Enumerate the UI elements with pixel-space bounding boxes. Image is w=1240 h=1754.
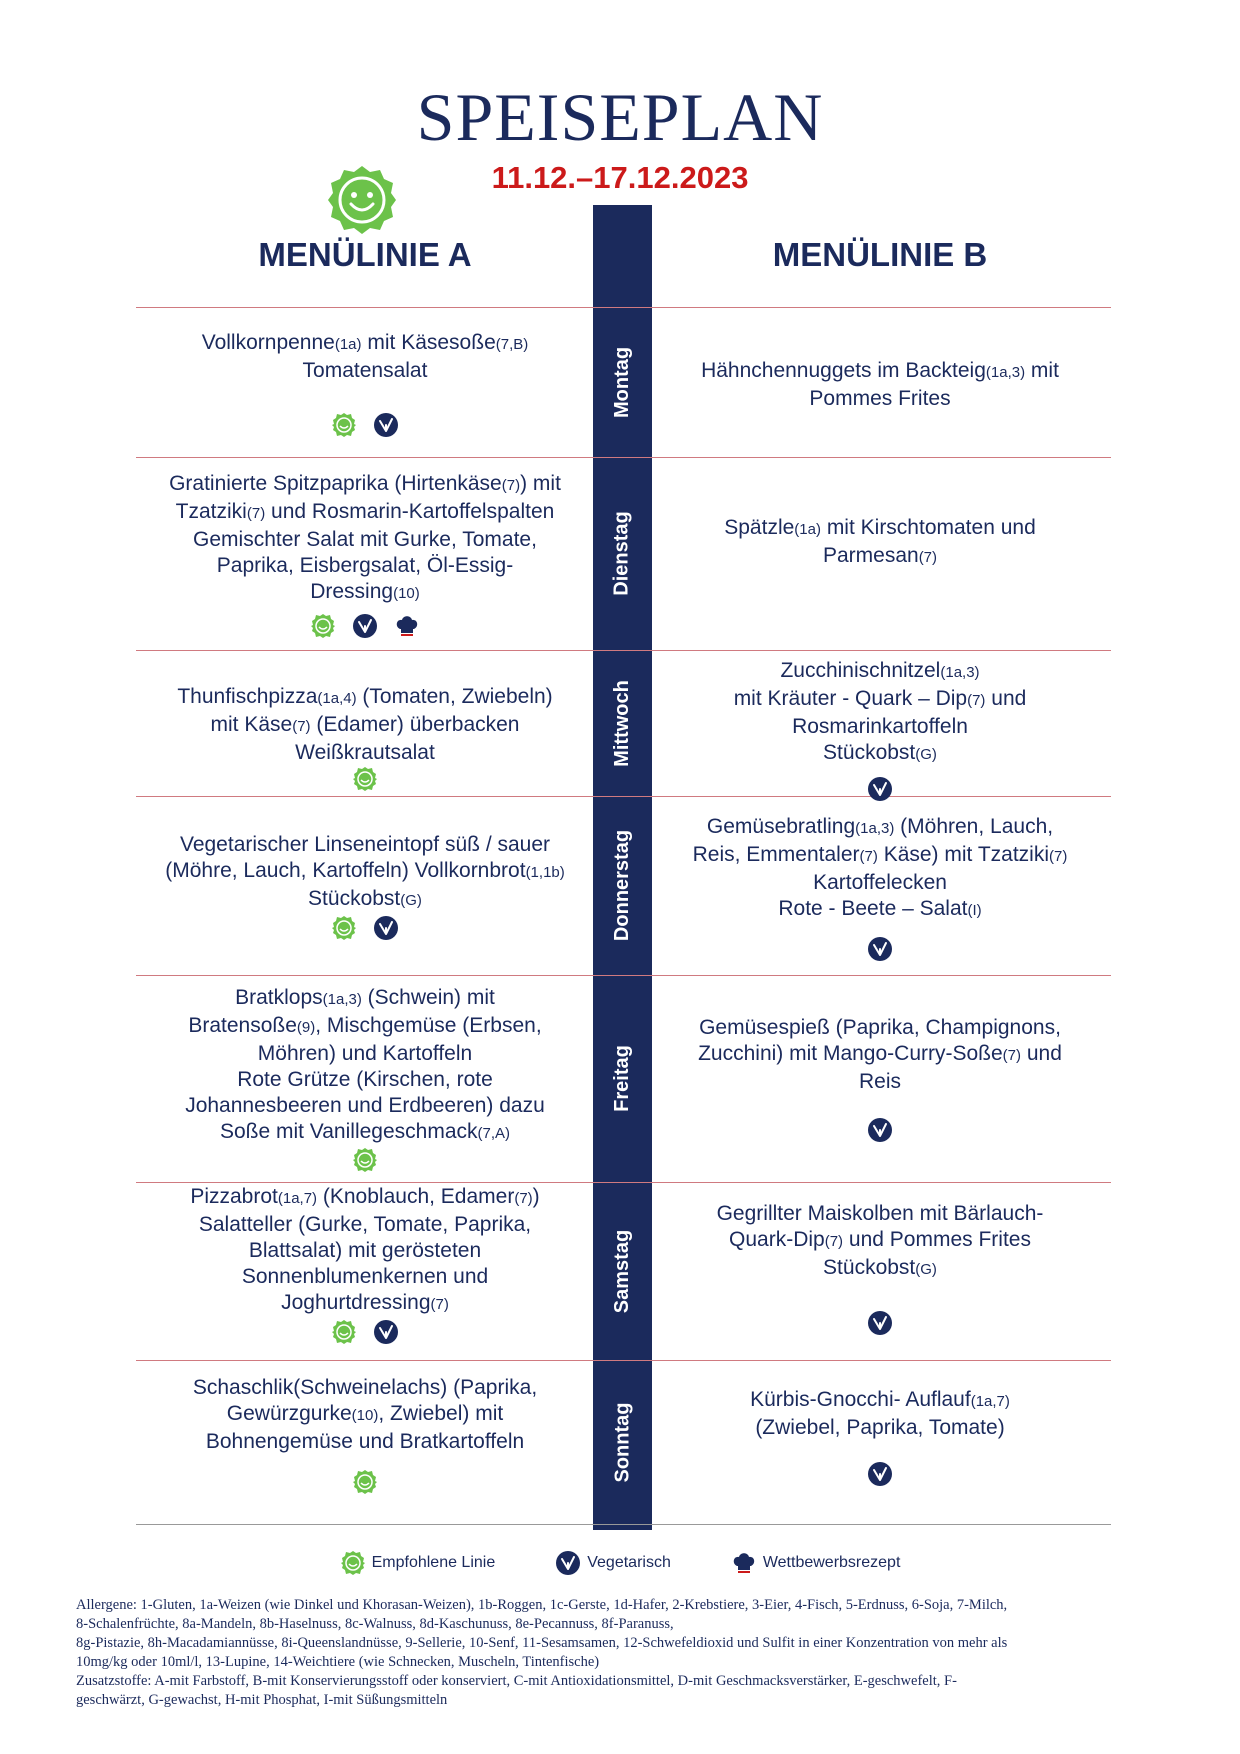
legend	[0, 1550, 1240, 1576]
dish-line	[140, 499, 590, 527]
legend-contest	[731, 1550, 901, 1576]
row-divider	[136, 1524, 1111, 1525]
allergen-code: (G)	[915, 746, 937, 763]
allergen-code: (7,A)	[477, 1125, 511, 1142]
dish-line	[140, 330, 590, 358]
dish-line	[140, 579, 590, 607]
allergen-code: (1a,7)	[277, 1190, 318, 1207]
dish-text: Rote - Beete – Salat	[778, 897, 968, 920]
day-label-sonntag	[593, 1360, 652, 1524]
day-label-montag	[593, 307, 652, 457]
legend-recommended	[340, 1550, 496, 1576]
day-name: Samstag	[611, 1229, 633, 1313]
allergens-line: 10mg/kg oder 10ml/l, 13-Lupine, 14-Weichtiere (wie Schnecken, Muscheln, Tintenfische)	[76, 1654, 600, 1670]
icon-row	[867, 1117, 893, 1143]
dish-text: Bratensoße	[188, 1014, 297, 1037]
dish-text: Reis	[858, 1070, 901, 1093]
allergen-code: (7)	[859, 848, 878, 865]
dish-line	[660, 842, 1100, 870]
allergen-code: (1a,7)	[970, 1393, 1010, 1410]
dish-line	[660, 1015, 1100, 1041]
allergen-code: (G)	[400, 892, 422, 909]
dish-text: und Rosmarin-Kartoffelspalten	[265, 500, 555, 523]
icon-row	[867, 1310, 893, 1336]
allergen-code: (1a,3)	[855, 820, 895, 837]
dish-line	[140, 358, 590, 384]
icon-row	[331, 412, 399, 438]
dish-text: Vollkornpenne	[201, 331, 335, 354]
dish-text: Dressing	[310, 580, 394, 603]
vegetarian-icon	[867, 1461, 893, 1487]
dish-text: Vegetarischer Linseneintopf süß / sauer	[179, 833, 551, 856]
dish-text: Stückobst	[308, 887, 401, 910]
dish-cell-a	[140, 832, 590, 914]
recommended-icon	[352, 766, 378, 792]
vegetarian-icon	[867, 1310, 893, 1336]
allergens-line: Allergene: 1-Gluten, 1a-Weizen (wie Dinkel und Khorasan-Weizen), 1b-Roggen, 1c-Gerste, 1d-Hafer, 2-Krebstiere, 3-Eier, 4-Fisch, 5-Erdnuss, 6-Soja, 7-Milch,	[76, 1597, 1008, 1613]
dish-line	[140, 527, 590, 553]
dish-text: (Zwiebel, Paprika, Tomate)	[755, 1416, 1005, 1439]
icon-row	[352, 1469, 378, 1495]
recommended-icon	[352, 1147, 378, 1173]
dish-line	[140, 1119, 590, 1147]
dish-line	[140, 1212, 590, 1238]
icon-row	[867, 1461, 893, 1487]
vegetarian-icon	[373, 412, 399, 438]
dish-text: Bohnengemüse und Bratkartoffeln	[205, 1430, 525, 1453]
dish-text: und Pommes Frites	[843, 1228, 1031, 1251]
dish-text: Gemüsespieß (Paprika, Champignons,	[699, 1016, 1061, 1039]
dish-cell-a	[140, 684, 590, 766]
dish-text: (Edamer) überbacken	[310, 713, 520, 736]
dish-text: Tzatziki	[175, 500, 247, 523]
dish-line	[140, 1264, 590, 1290]
allergen-code: (7)	[967, 692, 986, 709]
recommended-icon	[352, 1469, 378, 1495]
dish-line	[140, 1093, 590, 1119]
allergen-code: (7)	[824, 1233, 844, 1250]
dish-line	[660, 1069, 1100, 1095]
dish-line	[140, 1041, 590, 1067]
vegetarian-icon	[373, 915, 399, 941]
dish-text: Joghurtdressing	[281, 1291, 431, 1314]
dish-line	[140, 553, 590, 579]
dish-text: und	[1021, 1042, 1062, 1065]
dish-text: Schaschlik(Schweinelachs) (Paprika,	[192, 1376, 538, 1399]
recommended-icon	[331, 915, 357, 941]
dish-text: Kartoffelecken	[813, 871, 947, 894]
dish-text: (Tomaten, Zwiebeln)	[356, 685, 553, 708]
dish-text: Spätzle	[724, 516, 795, 539]
dish-cell-b	[660, 1387, 1100, 1441]
allergen-code: (7)	[918, 549, 938, 566]
dish-text: (Schwein) mit	[361, 986, 495, 1009]
additives-line: Zusatzstoffe: A-mit Farbstoff, B-mit Konservierungsstoff oder konserviert, C-mit Antioxidationsmittel, D-mit Geschmacksverstärker, E-geschwefelt, F-	[76, 1673, 957, 1689]
dish-line	[140, 1067, 590, 1093]
vegetarian-icon	[352, 613, 378, 639]
dish-cell-a	[140, 1184, 590, 1318]
dish-text: Bratklops	[235, 986, 323, 1009]
dish-text: Rote Grütze (Kirschen, rote	[237, 1068, 493, 1091]
dish-line	[660, 714, 1100, 740]
dish-text: Johannesbeeren und Erdbeeren) dazu	[185, 1094, 545, 1117]
day-name: Dienstag	[611, 511, 633, 596]
dish-text: Blattsalat) mit gerösteten	[248, 1239, 482, 1262]
vegetarian-icon	[555, 1550, 581, 1576]
dish-line	[660, 658, 1100, 686]
dish-cell-b	[660, 658, 1100, 768]
dish-text: Gemischter Salat mit Gurke, Tomate,	[193, 528, 537, 551]
dish-text: Rosmarinkartoffeln	[792, 715, 968, 738]
dish-line	[660, 1387, 1100, 1415]
vegetarian-icon	[867, 936, 893, 962]
dish-text: , Mischgemüse (Erbsen,	[315, 1014, 542, 1037]
dish-line	[660, 358, 1100, 386]
day-label-mittwoch	[593, 650, 652, 796]
allergen-code: (7)	[430, 1296, 449, 1313]
recommended-icon	[331, 412, 357, 438]
dish-line	[660, 814, 1100, 842]
allergen-code: (7)	[292, 718, 311, 735]
vegetarian-icon	[867, 776, 893, 802]
allergen-code: (1a,3)	[322, 991, 362, 1008]
dish-text: (Möhre, Lauch, Kartoffeln) Vollkornbrot	[165, 859, 526, 882]
allergens-line: 8g-Pistazie, 8h-Macadamiannüsse, 8i-Queenslandnüsse, 9-Sellerie, 10-Senf, 11-Sesamsamen, 12-Schwefeldioxid und Sulfit in einer Konzentration von mehr als	[76, 1635, 1008, 1651]
icon-row	[352, 1147, 378, 1173]
icon-row	[352, 766, 378, 792]
allergen-code: (1a)	[334, 336, 362, 353]
vegetarian-icon	[373, 1319, 399, 1345]
legend-recommended-label: Empfohlene Linie	[371, 1554, 496, 1571]
chef-hat-icon	[394, 613, 420, 639]
dish-line	[660, 515, 1100, 543]
dish-text: Sonnenblumenkernen und	[241, 1265, 489, 1288]
dish-line	[660, 1201, 1100, 1227]
dish-text: Zucchini) mit Mango-Curry-Soße	[698, 1042, 1003, 1065]
dish-line	[660, 386, 1100, 412]
dish-text: Stückobst	[823, 1256, 916, 1279]
dish-line	[140, 1375, 590, 1401]
dish-line	[660, 543, 1100, 571]
dish-text: Käse) mit Tzatziki	[877, 843, 1050, 866]
dish-text: Parmesan	[822, 544, 919, 567]
allergen-code: (1a,4)	[317, 690, 357, 707]
dish-line	[660, 1041, 1100, 1069]
recommended-icon	[331, 1319, 357, 1345]
dish-line	[660, 1415, 1100, 1441]
additives-line: geschwärzt, G-gewachst, H-mit Phosphat, I-mit Süßungsmitteln	[76, 1692, 448, 1708]
allergen-code: (G)	[915, 1261, 937, 1278]
menu-line-b-heading: MENÜLINIE B	[772, 236, 988, 273]
dish-line	[140, 1184, 590, 1212]
dish-cell-b	[660, 515, 1100, 571]
allergen-code: (1,1b)	[525, 864, 565, 881]
vegetarian-icon	[867, 1117, 893, 1143]
allergen-code: (1a,3)	[940, 664, 980, 681]
allergen-code: (I)	[967, 902, 982, 919]
dish-text: Quark-Dip	[729, 1228, 825, 1251]
dish-line	[140, 740, 590, 766]
dish-text: Weißkrautsalat	[295, 741, 435, 764]
dish-text: mit Kirschtomaten und	[820, 516, 1036, 539]
dish-line	[140, 1013, 590, 1041]
dish-line	[140, 832, 590, 858]
allergen-code: (10)	[351, 1407, 379, 1424]
dish-line	[140, 985, 590, 1013]
dish-line	[140, 1290, 590, 1318]
dish-cell-a	[140, 1375, 590, 1455]
dish-text: Möhren) und Kartoffeln	[257, 1042, 473, 1065]
allergen-code: (7)	[246, 505, 266, 522]
day-name: Montag	[611, 346, 633, 418]
dish-cell-b	[660, 358, 1100, 412]
dish-text: und	[985, 687, 1027, 710]
allergen-code: (7)	[1002, 1047, 1022, 1064]
allergen-code: (7,B)	[495, 336, 529, 353]
day-name: Sonntag	[611, 1402, 633, 1482]
day-label-dienstag	[593, 457, 652, 650]
dish-line	[660, 870, 1100, 896]
allergen-code: (7)	[514, 1190, 533, 1207]
dish-text: ) mit	[520, 472, 561, 495]
day-name: Freitag	[611, 1045, 633, 1112]
allergen-code: (10)	[393, 585, 420, 602]
dish-text: Gratinierte Spitzpaprika (Hirtenkäse	[169, 472, 502, 495]
allergen-code: (1a)	[794, 521, 821, 538]
icon-row	[310, 613, 420, 639]
dish-line	[140, 471, 590, 499]
date-range: 11.12.–17.12.2023	[491, 160, 749, 195]
dish-text: Tomatensalat	[302, 359, 428, 382]
dish-line	[140, 1238, 590, 1264]
dish-text: (Knoblauch, Edamer	[317, 1185, 515, 1208]
dish-line	[140, 1429, 590, 1455]
dish-text: (Möhren, Lauch,	[894, 815, 1054, 838]
dish-line	[660, 896, 1100, 924]
dish-text: mit Käsesoße	[361, 331, 496, 354]
dish-text: Gemüsebratling	[706, 815, 856, 838]
allergens-line: 8-Schalenfrüchte, 8a-Mandeln, 8b-Haselnuss, 8c-Walnuss, 8d-Kaschunuss, 8e-Pecannuss, 8f-Paranuss,	[76, 1616, 674, 1632]
dish-text: Gegrillter Maiskolben mit Bärlauch-	[716, 1202, 1044, 1225]
dish-text: Reis, Emmentaler	[692, 843, 860, 866]
dish-text: mit Kräuter - Quark – Dip	[733, 687, 968, 710]
allergen-code: (9)	[296, 1019, 316, 1036]
dish-text: )	[532, 1185, 540, 1208]
dish-text: Pommes Frites	[809, 387, 951, 410]
dish-text: Paprika, Eisbergsalat, Öl-Essig-	[216, 554, 514, 577]
day-label-freitag	[593, 975, 652, 1182]
dish-line	[140, 886, 590, 914]
dish-line	[660, 1255, 1100, 1283]
dish-line	[660, 686, 1100, 714]
dish-cell-b	[660, 814, 1100, 924]
chef-hat-icon	[731, 1550, 757, 1576]
dish-text: Kürbis-Gnocchi- Auflauf	[750, 1388, 971, 1411]
dish-text: Zucchinischnitzel	[780, 659, 941, 682]
dish-cell-b	[660, 1015, 1100, 1095]
dish-cell-a	[140, 330, 590, 384]
dish-line	[660, 1227, 1100, 1255]
dish-text: Salatteller (Gurke, Tomate, Paprika,	[198, 1213, 532, 1236]
recommended-icon	[310, 613, 336, 639]
day-name: Donnerstag	[611, 829, 633, 942]
dish-line	[140, 684, 590, 712]
recommended-icon	[340, 1550, 366, 1576]
dish-line	[140, 712, 590, 740]
dish-text: Stückobst	[823, 741, 916, 764]
day-label-donnerstag	[593, 796, 652, 975]
allergen-code: (7)	[1049, 848, 1068, 865]
allergen-code: (7)	[501, 477, 521, 494]
allergen-code: (1a,3)	[985, 364, 1026, 381]
dish-text: mit Käse	[210, 713, 293, 736]
dish-line	[140, 1401, 590, 1429]
legend-vegetarian-label: Vegetarisch	[587, 1554, 671, 1571]
page-title: SPEISEPLAN	[416, 79, 824, 155]
menu-line-a-heading: MENÜLINIE A	[258, 236, 472, 273]
dish-text: Pizzabrot	[190, 1185, 278, 1208]
dish-cell-b	[660, 1201, 1100, 1283]
dish-cell-a	[140, 471, 590, 607]
dish-text: Hähnchennuggets im Backteig	[701, 359, 986, 382]
icon-row	[867, 936, 893, 962]
dish-text: Thunfischpizza	[177, 685, 318, 708]
icon-row	[331, 915, 399, 941]
dish-line	[660, 740, 1100, 768]
day-name: Mittwoch	[611, 679, 633, 767]
allergen-footer	[76, 1596, 1176, 1710]
dish-text: Gewürzgurke	[226, 1402, 352, 1425]
dish-text: Soße mit Vanillegeschmack	[219, 1120, 478, 1143]
dish-text: , Zwiebel) mit	[378, 1402, 504, 1425]
recommended-logo-icon	[326, 164, 398, 236]
dish-text: mit	[1025, 359, 1059, 382]
icon-row	[331, 1319, 399, 1345]
legend-vegetarian	[555, 1550, 671, 1576]
day-label-samstag	[593, 1182, 652, 1360]
icon-row	[867, 776, 893, 802]
dish-line	[140, 858, 590, 886]
legend-contest-label: Wettbewerbsrezept	[762, 1554, 901, 1571]
dish-cell-a	[140, 985, 590, 1147]
